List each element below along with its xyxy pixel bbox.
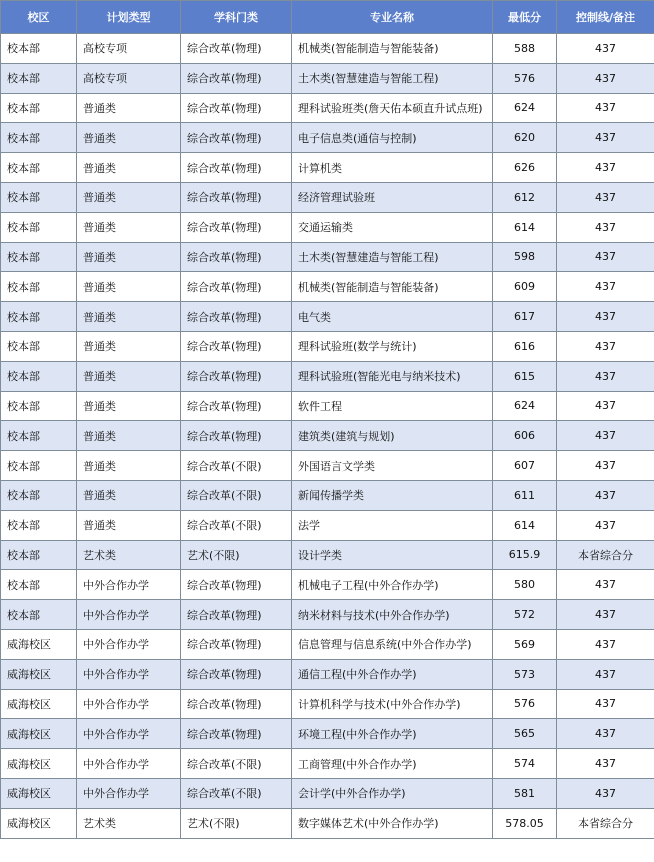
subject-category-cell: 综合改革(物理) <box>181 242 292 272</box>
campus-cell: 校本部 <box>1 451 77 481</box>
min-score-cell: 576 <box>493 689 557 719</box>
control-line-cell: 437 <box>557 510 654 540</box>
min-score-cell: 588 <box>493 34 557 64</box>
campus-cell: 威海校区 <box>1 778 77 808</box>
plan-type-cell: 普通类 <box>77 451 181 481</box>
plan-type-cell: 普通类 <box>77 153 181 183</box>
plan-type-cell: 普通类 <box>77 182 181 212</box>
min-score-cell: 609 <box>493 272 557 302</box>
subject-category-cell: 综合改革(不限) <box>181 510 292 540</box>
control-line-cell: 437 <box>557 93 654 123</box>
control-line-cell: 437 <box>557 480 654 510</box>
plan-type-cell: 普通类 <box>77 510 181 540</box>
subject-category-cell: 综合改革(不限) <box>181 451 292 481</box>
campus-cell: 威海校区 <box>1 629 77 659</box>
table-row <box>1 778 654 808</box>
plan-type-cell: 中外合作办学 <box>77 570 181 600</box>
table-row <box>1 808 654 838</box>
min-score-cell: 617 <box>493 302 557 332</box>
control-line-cell: 437 <box>557 331 654 361</box>
control-line-cell: 437 <box>557 153 654 183</box>
control-line-cell: 437 <box>557 778 654 808</box>
campus-cell: 威海校区 <box>1 749 77 779</box>
subject-category-cell: 综合改革(物理) <box>181 659 292 689</box>
major-name-cell: 机械电子工程(中外合作办学) <box>292 570 493 600</box>
table-row <box>1 182 654 212</box>
subject-category-cell: 综合改革(物理) <box>181 570 292 600</box>
table-row <box>1 272 654 302</box>
table-row <box>1 570 654 600</box>
table-row <box>1 34 654 64</box>
min-score-cell: 626 <box>493 153 557 183</box>
header-min-score: 最低分 <box>493 1 557 34</box>
major-name-cell: 建筑类(建筑与规划) <box>292 421 493 451</box>
major-name-cell: 会计学(中外合作办学) <box>292 778 493 808</box>
campus-cell: 校本部 <box>1 212 77 242</box>
campus-cell: 校本部 <box>1 302 77 332</box>
control-line-cell: 本省综合分 <box>557 808 654 838</box>
subject-category-cell: 综合改革(物理) <box>181 34 292 64</box>
plan-type-cell: 中外合作办学 <box>77 629 181 659</box>
header-subject-category: 学科门类 <box>181 1 292 34</box>
table-row <box>1 719 654 749</box>
campus-cell: 校本部 <box>1 480 77 510</box>
control-line-cell: 437 <box>557 302 654 332</box>
min-score-cell: 624 <box>493 93 557 123</box>
subject-category-cell: 综合改革(物理) <box>181 391 292 421</box>
table-row <box>1 212 654 242</box>
min-score-cell: 624 <box>493 391 557 421</box>
min-score-cell: 614 <box>493 212 557 242</box>
plan-type-cell: 普通类 <box>77 272 181 302</box>
campus-cell: 校本部 <box>1 242 77 272</box>
min-score-cell: 620 <box>493 123 557 153</box>
subject-category-cell: 综合改革(物理) <box>181 123 292 153</box>
min-score-cell: 615.9 <box>493 540 557 570</box>
min-score-cell: 572 <box>493 600 557 630</box>
plan-type-cell: 中外合作办学 <box>77 689 181 719</box>
plan-type-cell: 普通类 <box>77 361 181 391</box>
campus-cell: 校本部 <box>1 391 77 421</box>
major-name-cell: 设计学类 <box>292 540 493 570</box>
plan-type-cell: 高校专项 <box>77 34 181 64</box>
table-row <box>1 629 654 659</box>
plan-type-cell: 中外合作办学 <box>77 600 181 630</box>
major-name-cell: 纳米材料与技术(中外合作办学) <box>292 600 493 630</box>
plan-type-cell: 普通类 <box>77 212 181 242</box>
campus-cell: 校本部 <box>1 34 77 64</box>
subject-category-cell: 综合改革(物理) <box>181 212 292 242</box>
campus-cell: 校本部 <box>1 123 77 153</box>
control-line-cell: 437 <box>557 361 654 391</box>
subject-category-cell: 综合改革(物理) <box>181 93 292 123</box>
major-name-cell: 软件工程 <box>292 391 493 421</box>
major-name-cell: 通信工程(中外合作办学) <box>292 659 493 689</box>
major-name-cell: 信息管理与信息系统(中外合作办学) <box>292 629 493 659</box>
table-row <box>1 749 654 779</box>
campus-cell: 威海校区 <box>1 689 77 719</box>
plan-type-cell: 艺术类 <box>77 540 181 570</box>
min-score-cell: 615 <box>493 361 557 391</box>
subject-category-cell: 综合改革(物理) <box>181 689 292 719</box>
control-line-cell: 437 <box>557 600 654 630</box>
major-name-cell: 机械类(智能制造与智能装备) <box>292 272 493 302</box>
subject-category-cell: 综合改革(物理) <box>181 272 292 302</box>
table-row <box>1 331 654 361</box>
header-plan-type: 计划类型 <box>77 1 181 34</box>
plan-type-cell: 普通类 <box>77 302 181 332</box>
major-name-cell: 土木类(智慧建造与智能工程) <box>292 242 493 272</box>
min-score-cell: 574 <box>493 749 557 779</box>
major-name-cell: 电子信息类(通信与控制) <box>292 123 493 153</box>
major-name-cell: 电气类 <box>292 302 493 332</box>
min-score-cell: 576 <box>493 63 557 93</box>
min-score-cell: 598 <box>493 242 557 272</box>
table-row <box>1 480 654 510</box>
min-score-cell: 607 <box>493 451 557 481</box>
plan-type-cell: 高校专项 <box>77 63 181 93</box>
major-name-cell: 外国语言文学类 <box>292 451 493 481</box>
subject-category-cell: 综合改革(不限) <box>181 749 292 779</box>
control-line-cell: 437 <box>557 242 654 272</box>
table-row <box>1 153 654 183</box>
min-score-cell: 580 <box>493 570 557 600</box>
plan-type-cell: 普通类 <box>77 242 181 272</box>
subject-category-cell: 综合改革(物理) <box>181 600 292 630</box>
min-score-cell: 581 <box>493 778 557 808</box>
major-name-cell: 交通运输类 <box>292 212 493 242</box>
subject-category-cell: 综合改革(物理) <box>181 302 292 332</box>
control-line-cell: 437 <box>557 421 654 451</box>
subject-category-cell: 艺术(不限) <box>181 540 292 570</box>
table-row <box>1 391 654 421</box>
control-line-cell: 437 <box>557 629 654 659</box>
subject-category-cell: 综合改革(物理) <box>181 719 292 749</box>
subject-category-cell: 综合改革(物理) <box>181 421 292 451</box>
table-row <box>1 361 654 391</box>
campus-cell: 校本部 <box>1 272 77 302</box>
control-line-cell: 437 <box>557 659 654 689</box>
subject-category-cell: 综合改革(物理) <box>181 361 292 391</box>
campus-cell: 校本部 <box>1 153 77 183</box>
major-name-cell: 理科试验班类(詹天佑本硕直升试点班) <box>292 93 493 123</box>
plan-type-cell: 普通类 <box>77 93 181 123</box>
plan-type-cell: 普通类 <box>77 331 181 361</box>
table-row <box>1 242 654 272</box>
min-score-cell: 611 <box>493 480 557 510</box>
control-line-cell: 437 <box>557 272 654 302</box>
campus-cell: 校本部 <box>1 361 77 391</box>
campus-cell: 校本部 <box>1 510 77 540</box>
campus-cell: 威海校区 <box>1 719 77 749</box>
min-score-cell: 616 <box>493 331 557 361</box>
subject-category-cell: 综合改革(物理) <box>181 629 292 659</box>
major-name-cell: 法学 <box>292 510 493 540</box>
table-body <box>1 34 654 839</box>
campus-cell: 校本部 <box>1 93 77 123</box>
campus-cell: 校本部 <box>1 540 77 570</box>
min-score-cell: 606 <box>493 421 557 451</box>
min-score-cell: 569 <box>493 629 557 659</box>
plan-type-cell: 普通类 <box>77 391 181 421</box>
control-line-cell: 437 <box>557 123 654 153</box>
table-row <box>1 93 654 123</box>
plan-type-cell: 中外合作办学 <box>77 719 181 749</box>
min-score-cell: 614 <box>493 510 557 540</box>
campus-cell: 威海校区 <box>1 659 77 689</box>
campus-cell: 校本部 <box>1 421 77 451</box>
campus-cell: 校本部 <box>1 63 77 93</box>
campus-cell: 校本部 <box>1 182 77 212</box>
table-row <box>1 510 654 540</box>
table-row <box>1 302 654 332</box>
major-name-cell: 工商管理(中外合作办学) <box>292 749 493 779</box>
table-row <box>1 451 654 481</box>
table-row <box>1 421 654 451</box>
header-row <box>1 1 654 34</box>
plan-type-cell: 普通类 <box>77 480 181 510</box>
major-name-cell: 新闻传播学类 <box>292 480 493 510</box>
min-score-cell: 612 <box>493 182 557 212</box>
subject-category-cell: 综合改革(物理) <box>181 153 292 183</box>
min-score-cell: 565 <box>493 719 557 749</box>
subject-category-cell: 综合改革(不限) <box>181 480 292 510</box>
control-line-cell: 437 <box>557 63 654 93</box>
plan-type-cell: 中外合作办学 <box>77 778 181 808</box>
control-line-cell: 437 <box>557 570 654 600</box>
control-line-cell: 437 <box>557 749 654 779</box>
plan-type-cell: 中外合作办学 <box>77 659 181 689</box>
major-name-cell: 土木类(智慧建造与智能工程) <box>292 63 493 93</box>
control-line-cell: 437 <box>557 212 654 242</box>
plan-type-cell: 普通类 <box>77 123 181 153</box>
header-campus: 校区 <box>1 1 77 34</box>
min-score-cell: 578.05 <box>493 808 557 838</box>
major-name-cell: 理科试验班(数学与统计) <box>292 331 493 361</box>
campus-cell: 校本部 <box>1 570 77 600</box>
major-name-cell: 机械类(智能制造与智能装备) <box>292 34 493 64</box>
subject-category-cell: 综合改革(物理) <box>181 182 292 212</box>
header-major-name: 专业名称 <box>292 1 493 34</box>
subject-category-cell: 综合改革(不限) <box>181 778 292 808</box>
table-row <box>1 689 654 719</box>
control-line-cell: 437 <box>557 451 654 481</box>
major-name-cell: 计算机类 <box>292 153 493 183</box>
control-line-cell: 437 <box>557 689 654 719</box>
major-name-cell: 数字媒体艺术(中外合作办学) <box>292 808 493 838</box>
major-name-cell: 经济管理试验班 <box>292 182 493 212</box>
control-line-cell: 437 <box>557 34 654 64</box>
header-control-line-note: 控制线/备注 <box>557 1 654 34</box>
subject-category-cell: 综合改革(物理) <box>181 63 292 93</box>
campus-cell: 校本部 <box>1 331 77 361</box>
subject-category-cell: 综合改革(物理) <box>181 331 292 361</box>
campus-cell: 校本部 <box>1 600 77 630</box>
control-line-cell: 437 <box>557 391 654 421</box>
major-name-cell: 计算机科学与技术(中外合作办学) <box>292 689 493 719</box>
control-line-cell: 437 <box>557 182 654 212</box>
table-row <box>1 600 654 630</box>
min-score-cell: 573 <box>493 659 557 689</box>
subject-category-cell: 艺术(不限) <box>181 808 292 838</box>
control-line-cell: 本省综合分 <box>557 540 654 570</box>
plan-type-cell: 普通类 <box>77 421 181 451</box>
table-row <box>1 540 654 570</box>
table-row <box>1 659 654 689</box>
plan-type-cell: 中外合作办学 <box>77 749 181 779</box>
plan-type-cell: 艺术类 <box>77 808 181 838</box>
campus-cell: 威海校区 <box>1 808 77 838</box>
major-name-cell: 理科试验班(智能光电与纳米技术) <box>292 361 493 391</box>
major-name-cell: 环境工程(中外合作办学) <box>292 719 493 749</box>
control-line-cell: 437 <box>557 719 654 749</box>
table-row <box>1 63 654 93</box>
table-row <box>1 123 654 153</box>
